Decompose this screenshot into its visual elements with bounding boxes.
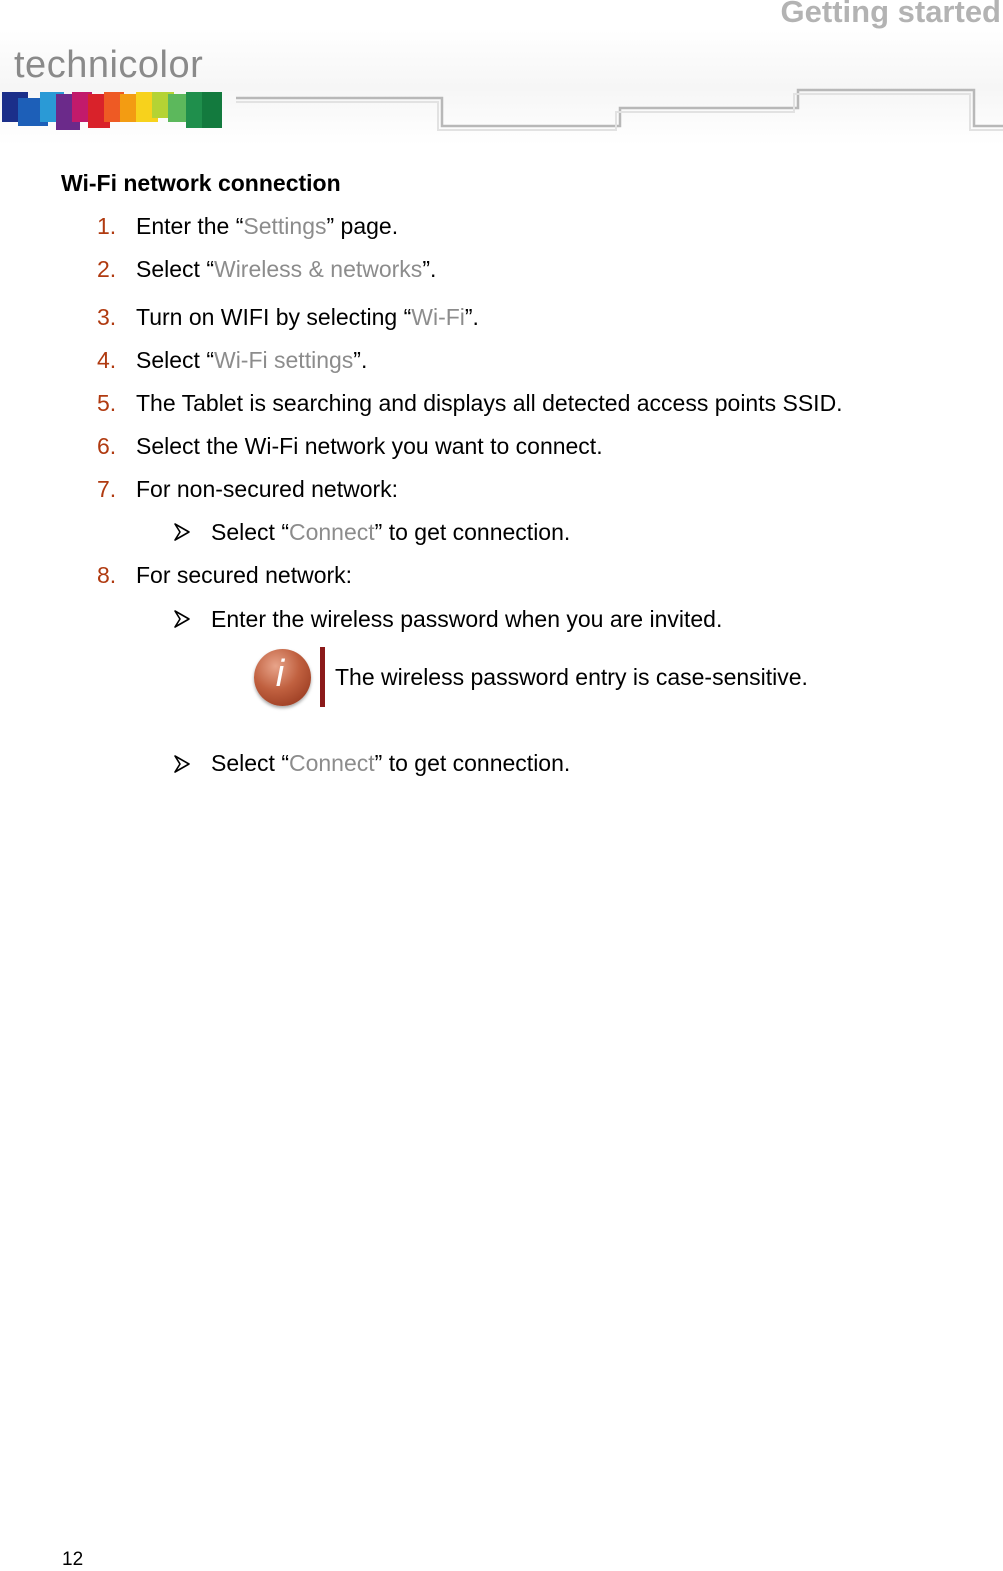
step-number: 7.: [97, 476, 117, 502]
step-number: 3.: [97, 304, 117, 330]
step-number: 4.: [97, 347, 117, 373]
step-number: 6.: [97, 433, 117, 459]
ui-term: Wi-Fi: [411, 304, 465, 330]
step-text: The Tablet is searching and displays all detected access points SSID.: [136, 390, 843, 416]
step-text: Select “Wi-Fi settings”.: [136, 347, 368, 373]
step-text: Select the Wi-Fi network you want to connect.: [136, 433, 603, 459]
ui-term: Wi-Fi settings: [213, 347, 354, 373]
technicolor-logo: technicolor: [14, 44, 204, 86]
info-icon-glyph: i: [275, 653, 285, 695]
ui-term: Settings: [243, 213, 327, 239]
arrow-bullet-icon: [172, 609, 192, 629]
ui-term: Connect: [288, 519, 375, 545]
step-number: 8.: [97, 562, 117, 588]
info-icon: [254, 649, 311, 706]
arrow-bullet-icon: [172, 754, 192, 774]
note-text: The wireless password entry is case-sensitive.: [335, 664, 808, 690]
step-text: For non-secured network:: [136, 476, 399, 502]
step-text: Select “Wireless & networks”.: [136, 256, 437, 282]
arrow-bullet-icon: [172, 522, 192, 542]
section-heading: Wi-Fi network connection: [61, 170, 341, 196]
ui-term: Wireless & networks: [213, 256, 423, 282]
step-number: 1.: [97, 213, 117, 239]
page-number: 12: [62, 1549, 84, 1570]
sub-step-text: Select “Connect” to get connection.: [211, 750, 571, 776]
sub-step-text: Enter the wireless password when you are invited.: [211, 606, 723, 632]
sub-step-text: Select “Connect” to get connection.: [211, 519, 571, 545]
step-text: Enter the “Settings” page.: [136, 213, 399, 239]
ui-term: Connect: [288, 750, 375, 776]
step-number: 5.: [97, 390, 117, 416]
step-text: For secured network:: [136, 562, 353, 588]
note-divider: [320, 647, 325, 707]
section-title: Getting started: [780, 0, 1001, 29]
step-text: Turn on WIFI by selecting “Wi-Fi”.: [136, 304, 479, 330]
step-number: 2.: [97, 256, 117, 282]
